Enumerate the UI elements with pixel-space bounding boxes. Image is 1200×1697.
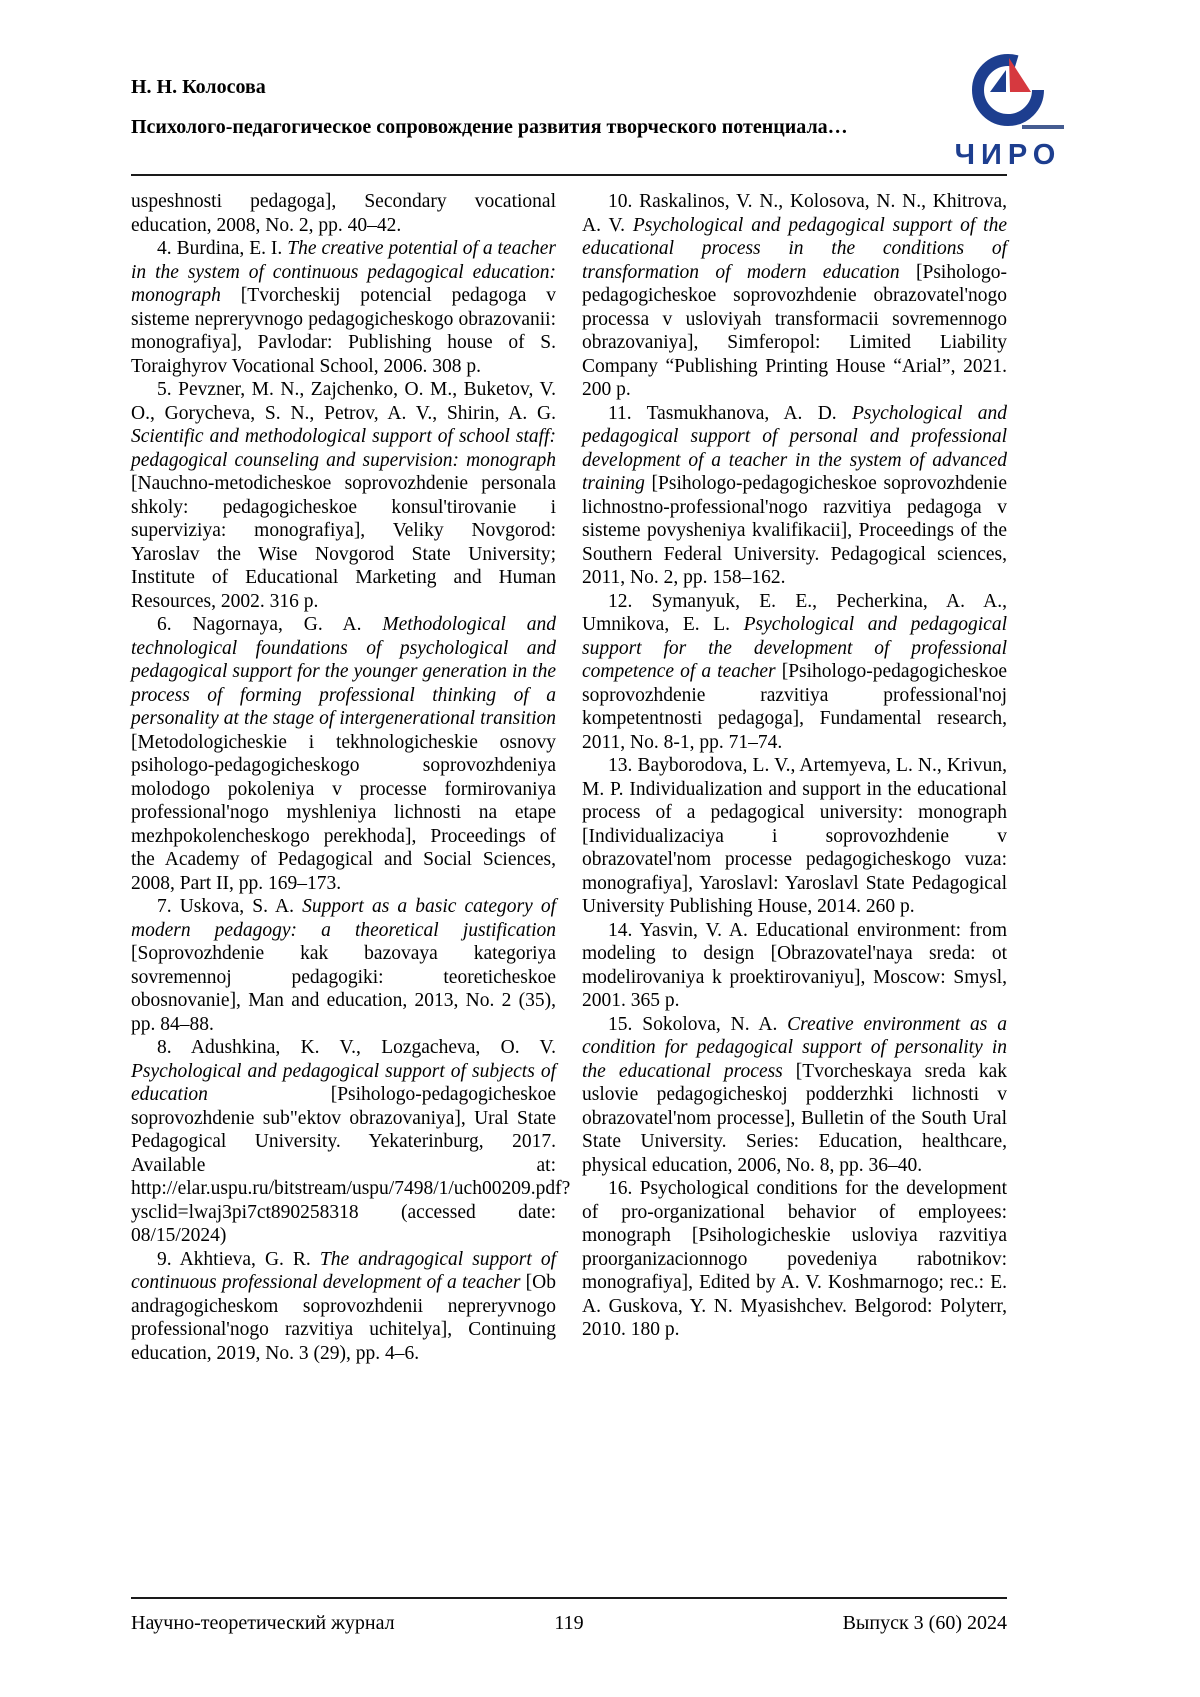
reference-paragraph (131, 613, 556, 895)
reference-title-run: Psychological and pedagogical support of subjects of education (131, 1060, 556, 1105)
reference-paragraph (582, 590, 1007, 755)
reference-text-run: 9. Akhtieva, G. R. (157, 1248, 320, 1270)
reference-paragraph (131, 1036, 571, 1248)
reference-title-run: Support as a basic category of modern pedagogy: a theoretical justification (131, 896, 556, 941)
page-header-title: Психолого-педагогическое сопровождение развития творческого потенциала… (131, 116, 848, 138)
reference-text-run: [Soprovozhdenie kak bazovaya kategoriya sovremennoj pedagogiki: teoreticheskoe obosnovanie], Man and education, 2013, No. 2 (35), pp. 84–88. (131, 943, 556, 1035)
reference-title-run: Methodological and technological foundations of psychological and pedagogical support for the younger generation in the process of forming professional thinking of a personality at the stage of intergenerational transition (131, 614, 556, 729)
footer-divider (131, 1597, 1007, 1599)
reference-title-run: Creative environment as a condition for pedagogical support of personality in the educational process (582, 1013, 1007, 1082)
chiro-logo (930, 52, 1086, 172)
footer-page-number: 119 (554, 1612, 584, 1634)
reference-text-run: 10. Raskalinos, V. N., Kolosova, N. N., Khitrova, A. V. (582, 191, 1007, 236)
reference-paragraph (582, 919, 1007, 1013)
reference-paragraph (582, 754, 1007, 919)
reference-title-run: The creative potential of a teacher in the system of continuous pedagogical education: monograph (131, 238, 556, 306)
reference-text-run: 14. Yasvin, V. A. Educational environment: from modeling to design [Obrazovatel'naya sreda: ot modelirovaniya k proektirovaniyu], Moscow: Smysl, 2001. 365 p. (582, 919, 1007, 1011)
reference-text-run: 11. Tasmukhanova, A. D. (608, 402, 852, 424)
page-footer (131, 1612, 1007, 1635)
reference-text-run: 8. Adushkina, K. V., Lozgacheva, O. V. (157, 1037, 556, 1058)
reference-text-run: [Psihologo-pedagogicheskoe soprovozhdenie obrazovatel'nogo processa v usloviyah transformacii sovremennogo obrazovaniya], Simferopol: Limited Liability Company “Publishing Printing House “Arial”, 2021. 200 p. (582, 261, 1007, 400)
reference-paragraph (131, 1248, 556, 1366)
reference-text-run: 4. Burdina, E. I. (157, 238, 288, 259)
reference-text-run: 5. Pevzner, M. N., Zajchenko, O. M., Buketov, V. O., Gorycheva, S. N., Petrov, A. V., Shirin, A. G. (131, 379, 556, 424)
reference-text-run: uspeshnosti pedagoga], Secondary vocational education, 2008, No. 2, pp. 40–42. (131, 191, 556, 236)
reference-text-run: 6. Nagornaya, G. A. (157, 614, 383, 635)
page-header (131, 76, 911, 139)
reference-text-run: 7. Uskova, S. A. (157, 896, 303, 917)
logo-sail-red (1009, 58, 1031, 92)
page-header-author: Н. Н. Колосова (131, 76, 266, 98)
reference-text-run: 16. Psychological conditions for the development of pro-organizational behavior of employees: monograph [Psihologicheskie usloviya razvitiya proorganizacionnogo povedeniya rabotnikov: monografiya], Edited by A. V. Koshmarnogo; rec.: E. A. Guskova, Y. N. Myasishchev. Belgorod: Polyterr, 2010. 180 p. (582, 1178, 1007, 1340)
header-divider (131, 174, 1007, 176)
reference-text-run: [Psihologo-pedagogicheskoe soprovozhdenie razvitiya professional'noj kompetentnosti pedagoga], Fundamental research, 2011, No. 8-1, pp. 71–74. (582, 661, 1007, 753)
reference-title-run: Psychological and pedagogical support of the educational process in the conditions of transformation of modern education (582, 214, 1007, 283)
reference-list (131, 190, 1007, 1365)
reference-text-run: [Tvorcheskij potencial pedagoga v sisteme nepreryvnogo pedagogicheskogo obrazovanii: monografiya], Pavlodar: Publishing house of S. Toraighyrov Vocational School, 2006. 308 p. (131, 285, 556, 377)
logo-micro-text (1022, 125, 1064, 129)
chiro-logo-mark (930, 52, 1086, 132)
reference-text-run: 15. Sokolova, N. A. (608, 1013, 788, 1035)
reference-text-run: [Tvorcheskaya sreda kak uslovie pedagogicheskoj podderzhki lichnosti v obrazovatel'nom processe], Bulletin of the South Ural State University. Series: Education, healthcare, physical education, 2006, No. 8, pp. 36–40. (582, 1060, 1007, 1176)
reference-title-run: Psychological and pedagogical support for the development of professional competence of a teacher (582, 614, 1007, 682)
reference-title-run: Psychological and pedagogical support of personal and professional development of a teacher in the system of advanced training (582, 402, 1007, 494)
reference-text-run: [Psihologo-pedagogicheskoe soprovozhdenie lichnostno-professional'nogo razvitiya pedagoga v sisteme povysheniya kvalifikacii], Proceedings of the Southern Federal University. Pedagogical sciences, 2011, No. 2, pp. 158–162. (582, 473, 1007, 588)
left-column (131, 190, 571, 1365)
reference-text-run: [Metodologicheskie i tekhnologicheskie osnovy psihologo-pedagogicheskogo soprovozhdeniya molodogo pokoleniya v processe formirovaniya professional'nogo myshleniya lichnosti na etape mezhpokolencheskogo perekhoda], Proceedings of the Academy of Pedagogical and Social Sciences, 2008, Part II, pp. 169–173. (131, 731, 556, 894)
reference-text-run: [Psihologo-pedagogicheskoe soprovozhdenie sub"ektov obrazovaniya], Ural State Pedagogical University. Yekaterinburg, 2017. Available at: http://elar.uspu.ru/bitstream/uspu/7498/1/uch00209.pdf?ysclid=lwaj3pi7ct890258318 (accessed date: 08/15/2024) (131, 1084, 571, 1246)
reference-paragraph (131, 378, 556, 613)
footer-journal-name: Научно-теоретический журнал (131, 1612, 395, 1634)
reference-paragraph (582, 402, 1007, 590)
reference-paragraph (582, 190, 1007, 402)
reference-text-run: [Ob andragogicheskom soprovozhdenii nepreryvnogo professional'nogo razvitiya uchitelya], Continuing education, 2019, No. 3 (29), pp. 4–6. (131, 1272, 556, 1364)
reference-text-run: [Nauchno-metodicheskoe soprovozhdenie personala shkoly: pedagogicheskoe konsul'tirovanie i superviziya: monografiya], Veliky Novgorod: Yaroslav the Wise Novgorod State University; Institute of Educational Marketing and Human Resources, 2002. 316 p. (131, 473, 556, 612)
right-column (582, 190, 1007, 1365)
reference-paragraph (582, 1013, 1007, 1178)
reference-paragraph (131, 190, 556, 237)
reference-title-run: The andragogical support of continuous professional development of a teacher (131, 1248, 557, 1293)
footer-issue: Выпуск 3 (60) 2024 (842, 1612, 1007, 1634)
logo-sail-blue (990, 70, 1006, 92)
reference-text-run: 12. Symanyuk, E. E., Pecherkina, A. A., Umnikova, E. L. (582, 590, 1007, 635)
reference-paragraph (131, 895, 556, 1036)
reference-title-run: Scientific and methodological support of school staff: pedagogical counseling and supervision: monograph (131, 426, 556, 471)
chiro-logo-text: ЧИРО (954, 139, 1062, 171)
reference-paragraph (131, 237, 556, 378)
reference-text-run: 13. Bayborodova, L. V., Artemyeva, L. N., Krivun, M. P. Individualization and support in the educational process of a pedagogical university: monograph [Individualizaciya i soprovozhdenie v obrazovatel'nom processe pedagogicheskogo vuza: monografiya], Yaroslavl: Yaroslavl State Pedagogical University Publishing House, 2014. 260 p. (582, 755, 1007, 917)
reference-paragraph (582, 1177, 1007, 1342)
